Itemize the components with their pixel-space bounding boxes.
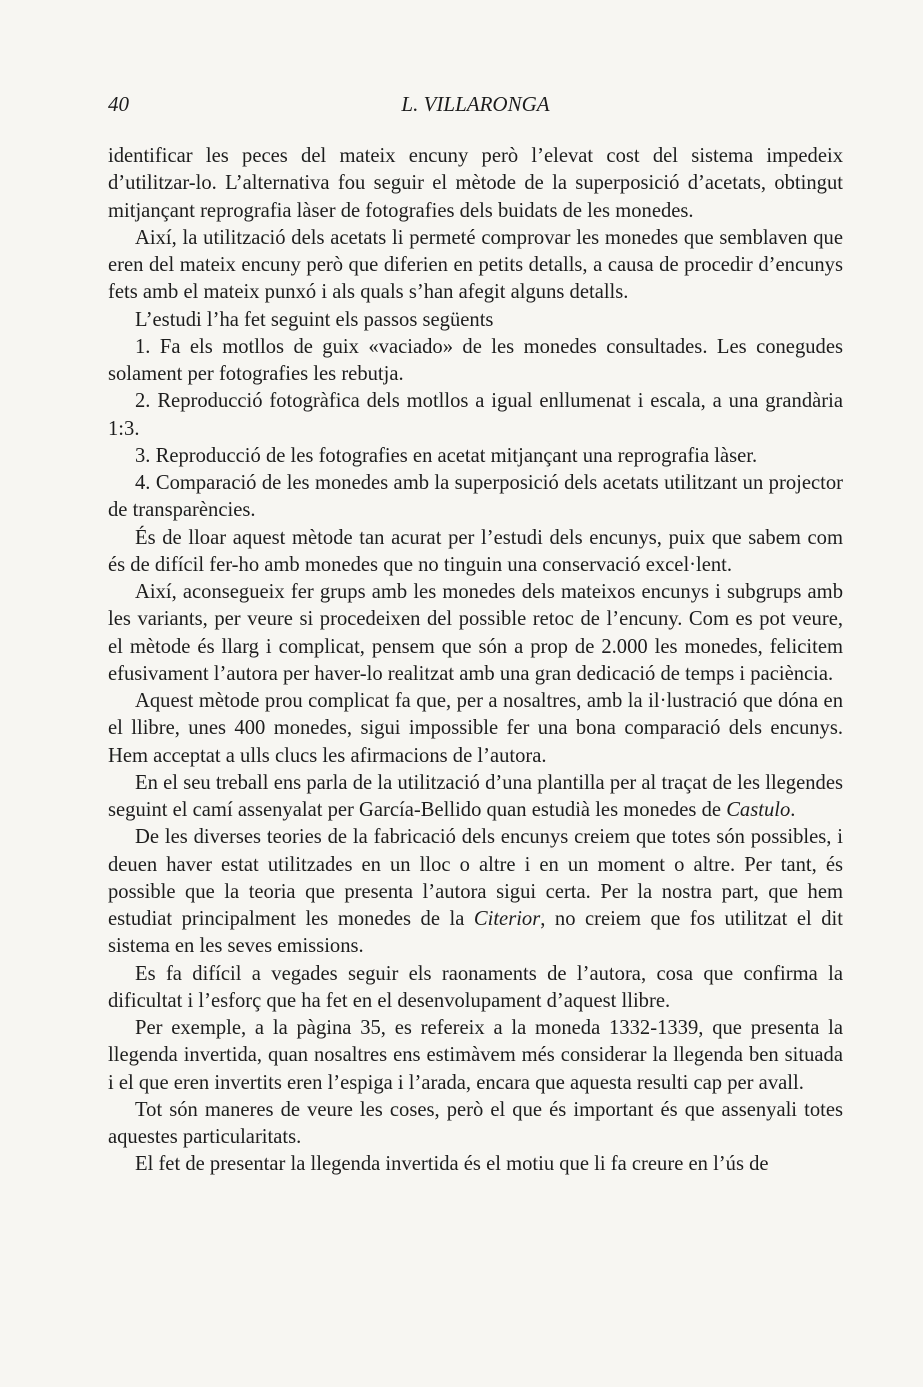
page-header <box>108 92 843 124</box>
running-title: L. VILLARONGA <box>401 92 550 116</box>
paragraph-14: Per exemple, a la pàgina 35, es refereix a la moneda 1332-1339, que presenta la llegenda invertida, quan nosaltres ens estimàvem més considerar la llegenda ben situada i el que eren invertits eren l’espiga i l’arada, encara que aquesta resulti cap per avall. <box>108 1017 843 1094</box>
paragraph-11: En el seu treball ens parla de la utilització d’una plantilla per al traçat de les llegendes seguint el camí assenyalat per García-Bellido quan estudià les monedes de Castulo. <box>108 771 843 821</box>
page-number: 40 <box>108 92 129 116</box>
italic-term: Citerior <box>473 908 541 930</box>
list-item-1: 1. Fa els motllos de guix «vaciado» de les monedes consultades. Les conegudes solament per fotografies les rebutja. <box>108 335 843 385</box>
paragraph-16: El fet de presentar la llegenda invertida és el motiu que li fa creure en l’ús de <box>135 1153 769 1176</box>
paragraph-9: Així, aconsegueix fer grups amb les monedes dels mateixos encunys i subgrups amb les variants, per veure si procedeixen del possible retoc de l’encuny. Com es pot veure, el mètode és llarg i complicat, pensem que són a prop de 2.000 les monedes, felicitem efusivament l’autora per haver-lo realitzat amb una gran dedicació de temps i paciència. <box>108 581 843 685</box>
italic-term: Castulo <box>726 799 791 821</box>
paragraph-3: L’estudi l’ha fet seguint els passos següents <box>135 308 494 331</box>
paragraph-2: Així, la utilització dels acetats li permeté comprovar les monedes que semblaven que eren del mateix encuny però que diferien en petits detalls, a causa de procedir d’encunys fets amb el mateix punxó i als quals s’han afegit alguns detalls. <box>108 226 843 304</box>
paragraph-1: identificar les peces del mateix encuny però l’elevat cost del sistema impedeix d’utilitzar-lo. L’alternativa fou seguir el mètode de la superposició d’acetats, obtingut mitjançant reprografia làser de fotografies dels buidats de les monedes. <box>108 145 843 222</box>
paragraph-13: Es fa difícil a vegades seguir els raonaments de l’autora, cosa que confirma la dificultat i l’esforç que ha fet en el desenvolupament d’aquest llibre. <box>108 962 843 1012</box>
list-item-2: 2. Reproducció fotogràfica dels motllos a igual enllumenat i escala, a una grandària 1:3. <box>108 390 843 440</box>
list-item-3: 3. Reproducció de les fotografies en acetat mitjançant una reprografia làser. <box>135 444 758 467</box>
paragraph-10: Aquest mètode prou complicat fa que, per a nosaltres, amb la il·lustració que dóna en el llibre, unes 400 monedes, sigui impossible fer una bona comparació dels encunys. Hem acceptat a ulls clucs les afirmacions de l’autora. <box>108 690 843 767</box>
paragraph-12: De les diverses teories de la fabricació dels encunys creiem que totes són possibles, i deuen haver estat utilitzades en un lloc o altre i en un moment o altre. Per tant, és possible que la teoria que presenta l’autora sigui certa. Per la nostra part, que hem estudiat principalment les monedes de la Citerior, no creiem que fos utilitzat el dit sistema en les seves emissions. <box>108 826 843 958</box>
paragraph-15: Tot són maneres de veure les coses, però el que és important és que assenyali totes aquestes particularitats. <box>108 1098 843 1148</box>
list-item-4: 4. Comparació de les monedes amb la superposició dels acetats utilitzant un projector de transparències. <box>108 472 843 522</box>
body-text <box>108 143 843 1179</box>
paragraph-8: És de lloar aquest mètode tan acurat per l’estudi dels encunys, puix que sabem com és de difícil fer-ho amb monedes que no tinguin una conservació excel·lent. <box>108 526 843 576</box>
